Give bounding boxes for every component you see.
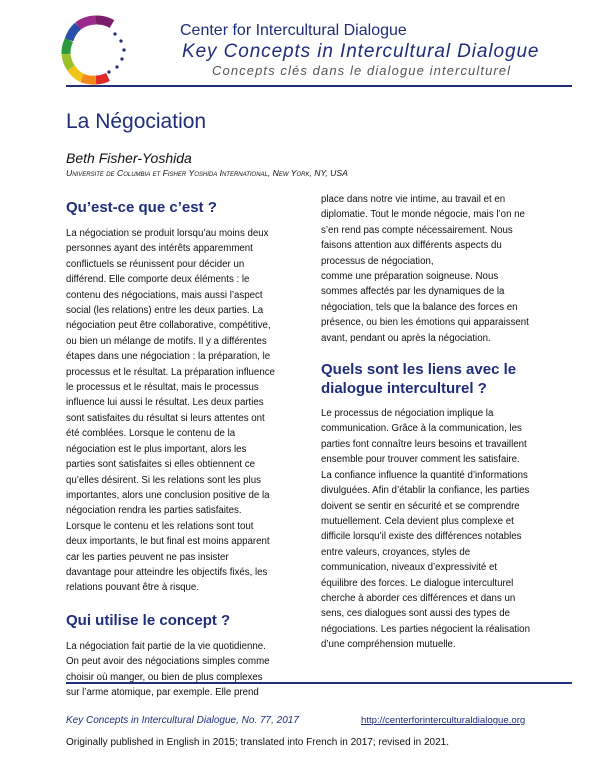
text-line: processus et le résultat. La préparation influence xyxy=(66,366,275,378)
text-line: sommes affectés par les dynamiques de la xyxy=(321,286,505,298)
footer-link[interactable]: http://centerforinterculturaldialogue.org xyxy=(361,715,526,726)
text-line: relations pouvant être à risque. xyxy=(66,582,200,594)
text-line: choisir où manger, ou bien de plus complexes xyxy=(66,671,263,683)
text-line: différend. Elle comporte deux éléments : le xyxy=(66,274,250,286)
text-line: présence, ou bien les émotions qui apparaissent xyxy=(321,317,529,329)
text-line: conflictuels se réunissent pour décider un xyxy=(66,258,245,270)
author-name: Beth Fisher-Yoshida xyxy=(66,150,192,166)
text-line: ensemble pour trouver comment les satisfaire. xyxy=(321,454,520,466)
text-line: comme une préparation soigneuse. Nous xyxy=(321,271,499,283)
text-line: sens, ces dialogues sont aussi des types de xyxy=(321,608,511,620)
text-line: social (les relations) entre les deux parties. La xyxy=(66,305,264,317)
text-line: La négociation se produit lorsqu’au moins deux xyxy=(66,228,269,239)
text-line: On peut avoir des négociations simples comme xyxy=(66,656,270,668)
section-body-what xyxy=(66,226,288,596)
text-line: difficile lorsqu’il existe des différences notables xyxy=(321,531,522,543)
text-line: La confiance influence la quantité d’informations xyxy=(321,469,528,481)
text-line: deux importants, le but final est moins apparent xyxy=(66,536,270,548)
footer-rule xyxy=(66,682,572,684)
text-line: davantage pour atteindre les objectifs fixés, les xyxy=(66,566,268,578)
text-line: car les parties peuvent ne pas insister xyxy=(66,551,229,563)
text-line: sur l’arme atomique, par exemple. Elle prend xyxy=(66,686,259,698)
text-line: place dans notre vie intime, au travail et en xyxy=(321,194,506,205)
text-line: Lorsque le contenu et les relations sont tout xyxy=(66,520,254,532)
text-line: parties font connaître leurs besoins et travaillent xyxy=(321,438,527,450)
text-line: entre valeurs, croyances, styles de xyxy=(321,546,471,558)
section-body-links xyxy=(321,406,543,653)
text-line: La négociation fait partie de la vie quotidienne. xyxy=(66,640,266,652)
section-body-who-continued xyxy=(321,192,543,346)
text-line: avant, pendant ou après la négociation. xyxy=(321,332,491,344)
text-line: équilibre des forces. Le dialogue interculturel xyxy=(321,577,514,589)
text-line: diplomatie. Tout le monde négocie, mais l’on ne xyxy=(321,209,525,221)
text-line: négociation, tels que la balance des forces en xyxy=(321,301,518,313)
text-line: négociations. Les parties négocient la réalisation xyxy=(321,623,530,635)
text-line: Le processus de négociation implique la xyxy=(321,408,494,420)
text-line: ou bien un mélange de motifs. Il y a différentes xyxy=(66,335,267,347)
section-body-who xyxy=(66,639,288,701)
text-line: processus de négociation, xyxy=(321,255,434,267)
text-line: doivent se sentir en sécurité et se comprendre xyxy=(321,500,520,512)
series-title: Key Concepts in Intercultural Dialogue xyxy=(182,41,540,62)
text-line: contenu des négociations, mais aussi l’aspect xyxy=(66,289,263,301)
affiliation-text: Universite de Columbia et Fisher Yoshida International, New York, NY, USA xyxy=(66,168,348,178)
text-line: cherche à aborder ces différences et dans un xyxy=(321,592,516,604)
text-line: mutuellement. Cela devient plus complexe et xyxy=(321,515,514,527)
text-line: importantes, alors une conclusion positive de la xyxy=(66,489,270,501)
text-line: influence lui aussi le résultat. Les deux parties xyxy=(66,397,264,409)
text-line: divulguées. Afin d’établir la confiance, les parties xyxy=(321,485,530,497)
text-line: sont satisfaites du résultat si leurs attentes ont xyxy=(66,412,265,424)
footer-citation: Key Concepts in Intercultural Dialogue, No. 77, 2017 xyxy=(66,715,299,726)
series-title-fr: Concepts clés dans le dialogue interculturel xyxy=(212,63,512,78)
right-column xyxy=(321,192,543,653)
text-line: communication, niveaux d’expressivité et xyxy=(321,562,498,574)
left-column xyxy=(66,198,288,700)
text-line: négociation peut être collaborative, compétitive, xyxy=(66,320,271,332)
org-name: Center for Intercultural Dialogue xyxy=(180,22,407,39)
text-line: parties sont satisfaites si elles obtiennent ce xyxy=(66,459,256,471)
cid-logo-icon xyxy=(60,14,132,86)
text-line: personnes ayant des intérêts apparemment xyxy=(66,243,253,255)
text-line: faisons attention aux différents aspects du xyxy=(321,240,502,252)
text-line: s’en rend pas compte nécessairement. Nous xyxy=(321,224,513,236)
author-affiliation xyxy=(66,168,348,178)
section-heading-who: Qui utilise le concept ? xyxy=(66,611,231,629)
text-line: d’une compréhension mutuelle. xyxy=(321,639,456,651)
text-line: négociation rendra les parties satisfaites. xyxy=(66,505,242,517)
text-line: été comblées. Lorsque le contenu de la xyxy=(66,428,236,440)
text-line: le processus et le résultat, mais le processus xyxy=(66,382,259,394)
footer-note: Originally published in English in 2015; translated into French in 2017; revised in 2021. xyxy=(66,737,450,748)
text-line: négociation est le plus important, alors les xyxy=(66,443,247,455)
section-heading-what: Qu’est-ce que c’est ? xyxy=(66,199,217,216)
section-heading-links: Quels sont les liens avec le dialogue interculturel ? xyxy=(321,361,517,398)
text-line: communication. Grâce à la communication, les xyxy=(321,423,522,435)
text-line: étapes dans une négociation : la préparation, le xyxy=(66,351,271,363)
header-rule xyxy=(66,85,572,87)
text-line: qu’elles désirent. Si les relations sont les plus xyxy=(66,474,261,486)
page-title: La Négociation xyxy=(66,110,207,133)
